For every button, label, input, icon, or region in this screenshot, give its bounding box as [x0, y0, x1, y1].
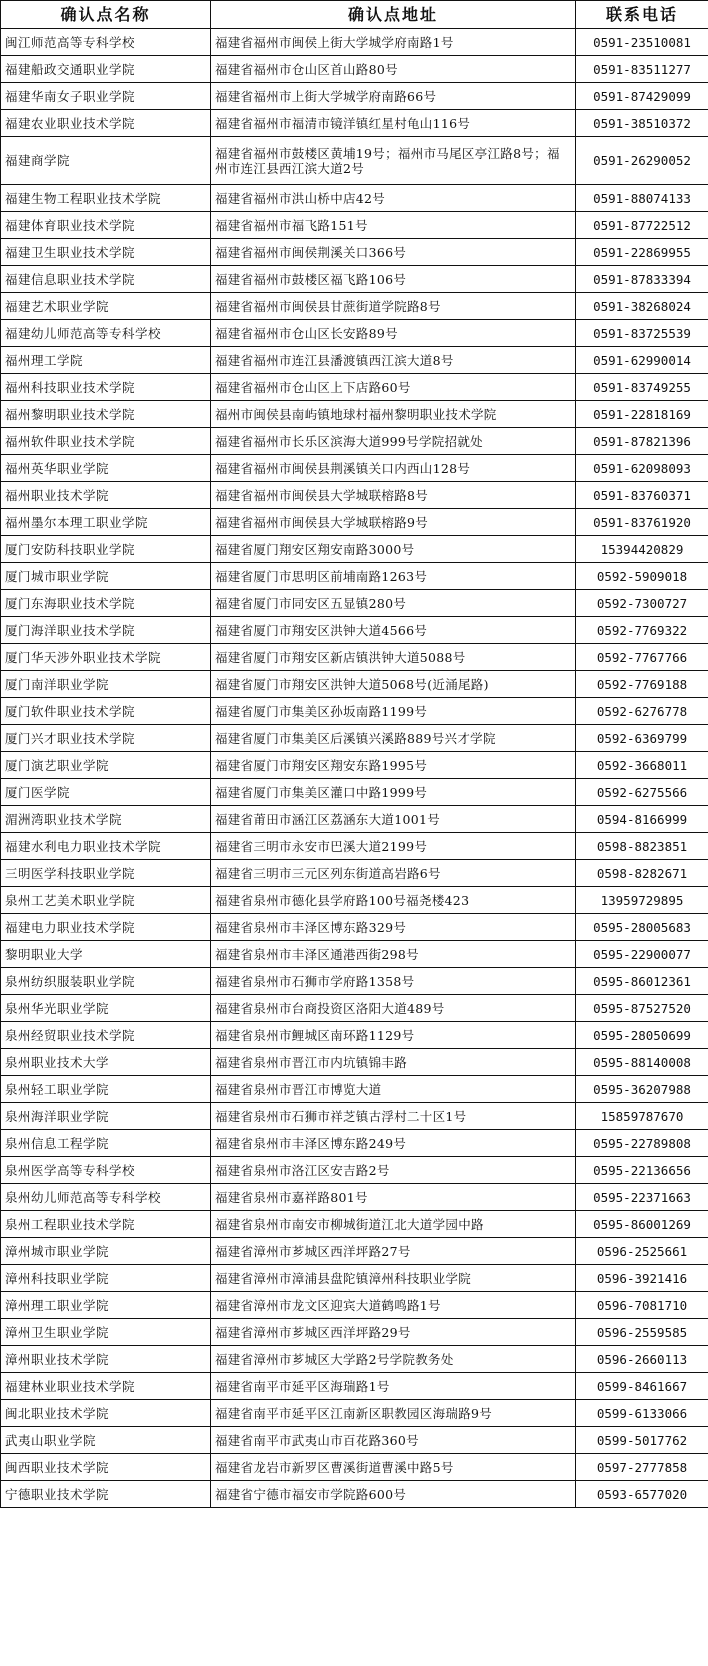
institution-address: 福建省福州市闽侯荆溪关口366号: [211, 239, 576, 266]
institution-phone: 0598-8282671: [576, 860, 708, 887]
institution-name: 泉州工艺美术职业学院: [1, 887, 211, 914]
institution-phone: 0596-7081710: [576, 1292, 708, 1319]
institution-name: 泉州信息工程学院: [1, 1130, 211, 1157]
table-row: [1, 941, 708, 968]
institution-address: 福建省莆田市涵江区荔涵东大道1001号: [211, 806, 576, 833]
institution-address: 福建省福州市仓山区首山路80号: [211, 56, 576, 83]
table-row: [1, 1184, 708, 1211]
institution-address: 福建省福州市洪山桥中店42号: [211, 185, 576, 212]
institution-address: 福州市闽侯县南屿镇地球村福州黎明职业技术学院: [211, 401, 576, 428]
institution-name: 泉州职业技术大学: [1, 1049, 211, 1076]
institution-name: 宁德职业技术学院: [1, 1481, 211, 1508]
institution-address: 福建省福州市仓山区上下店路60号: [211, 374, 576, 401]
institution-name: 福建水利电力职业技术学院: [1, 833, 211, 860]
institution-name: 闽西职业技术学院: [1, 1454, 211, 1481]
table-row: [1, 752, 708, 779]
institution-phone: 0596-2660113: [576, 1346, 708, 1373]
institution-phone: 0591-83511277: [576, 56, 708, 83]
institution-phone: 0595-22900077: [576, 941, 708, 968]
institution-phone: 0591-26290052: [576, 137, 708, 185]
table-row: [1, 914, 708, 941]
institution-name: 福州英华职业学院: [1, 455, 211, 482]
institution-phone: 0595-22789808: [576, 1130, 708, 1157]
institution-address: 福建省福州市福清市镜洋镇红星村龟山116号: [211, 110, 576, 137]
institution-name: 福建卫生职业技术学院: [1, 239, 211, 266]
table-row: [1, 56, 708, 83]
table-row: [1, 1238, 708, 1265]
table-row: [1, 137, 708, 185]
header-phone: 联系电话: [576, 1, 708, 29]
table-row: [1, 509, 708, 536]
table-row: [1, 644, 708, 671]
institution-phone: 0591-38268024: [576, 293, 708, 320]
institution-address: 福建省福州市上街大学城学府南路66号: [211, 83, 576, 110]
table-row: [1, 779, 708, 806]
table-row: [1, 401, 708, 428]
institution-name: 闽北职业技术学院: [1, 1400, 211, 1427]
institution-name: 厦门演艺职业学院: [1, 752, 211, 779]
institution-address: 福建省南平市延平区海瑞路1号: [211, 1373, 576, 1400]
institution-phone: 0591-83749255: [576, 374, 708, 401]
institution-address: 福建省南平市武夷山市百花路360号: [211, 1427, 576, 1454]
institution-name: 福建幼儿师范高等专科学校: [1, 320, 211, 347]
institution-address: 福建省泉州市德化县学府路100号福尧楼423: [211, 887, 576, 914]
institution-address: 福建省福州市闽侯县甘蔗街道学院路8号: [211, 293, 576, 320]
institution-phone: 0591-87821396: [576, 428, 708, 455]
institution-address: 福建省福州市仓山区长安路89号: [211, 320, 576, 347]
institution-phone: 0595-28005683: [576, 914, 708, 941]
institution-address: 福建省厦门市同安区五显镇280号: [211, 590, 576, 617]
table-row: [1, 1292, 708, 1319]
institution-name: 泉州医学高等专科学校: [1, 1157, 211, 1184]
institution-name: 泉州华光职业学院: [1, 995, 211, 1022]
institution-name: 泉州海洋职业学院: [1, 1103, 211, 1130]
institution-name: 厦门南洋职业学院: [1, 671, 211, 698]
table-row: [1, 347, 708, 374]
institution-name: 福建林业职业技术学院: [1, 1373, 211, 1400]
institution-name: 漳州城市职业学院: [1, 1238, 211, 1265]
institution-address: 福建省厦门翔安区翔安南路3000号: [211, 536, 576, 563]
table-row: [1, 860, 708, 887]
table-row: [1, 212, 708, 239]
table-row: [1, 185, 708, 212]
table-row: [1, 1049, 708, 1076]
institution-phone: 15394420829: [576, 536, 708, 563]
institution-phone: 0591-83760371: [576, 482, 708, 509]
institution-name: 福建信息职业技术学院: [1, 266, 211, 293]
institution-name: 福州理工学院: [1, 347, 211, 374]
institution-address: 福建省福州市闽侯上街大学城学府南路1号: [211, 29, 576, 56]
institution-name: 福州黎明职业技术学院: [1, 401, 211, 428]
institution-name: 泉州幼儿师范高等专科学校: [1, 1184, 211, 1211]
institution-phone: 0592-6369799: [576, 725, 708, 752]
institution-address: 福建省龙岩市新罗区曹溪街道曹溪中路5号: [211, 1454, 576, 1481]
institution-address: 福建省泉州市南安市柳城街道江北大道学园中路: [211, 1211, 576, 1238]
institution-address: 福建省福州市连江县潘渡镇西江滨大道8号: [211, 347, 576, 374]
institution-phone: 0592-6275566: [576, 779, 708, 806]
institution-name: 福建艺术职业学院: [1, 293, 211, 320]
table-row: [1, 239, 708, 266]
institution-address: 福建省福州市鼓楼区黄埔19号；福州市马尾区亭江路8号；福州市连江县西江滨大道2号: [211, 137, 576, 185]
institution-name: 厦门软件职业技术学院: [1, 698, 211, 725]
table-row: [1, 320, 708, 347]
institution-address: 福建省厦门市集美区灌口中路1999号: [211, 779, 576, 806]
institution-address: 福建省福州市福飞路151号: [211, 212, 576, 239]
institution-name: 福建农业职业技术学院: [1, 110, 211, 137]
table-row: [1, 29, 708, 56]
institution-address: 福建省漳州市龙文区迎宾大道鹤鸣路1号: [211, 1292, 576, 1319]
institution-name: 福州墨尔本理工职业学院: [1, 509, 211, 536]
table-header-row: [1, 1, 708, 29]
institution-phone: 0599-8461667: [576, 1373, 708, 1400]
table-row: [1, 563, 708, 590]
institution-address: 福建省厦门市集美区孙坂南路1199号: [211, 698, 576, 725]
institution-address: 福建省泉州市鲤城区南环路1129号: [211, 1022, 576, 1049]
institution-address: 福建省泉州市洛江区安吉路2号: [211, 1157, 576, 1184]
table-row: [1, 1454, 708, 1481]
institution-address: 福建省福州市闽侯县荆溪镇关口内西山128号: [211, 455, 576, 482]
table-row: [1, 968, 708, 995]
institution-name: 三明医学科技职业学院: [1, 860, 211, 887]
institution-name: 福建华南女子职业学院: [1, 83, 211, 110]
institution-address: 福建省泉州市石狮市学府路1358号: [211, 968, 576, 995]
institution-address: 福建省泉州市晋江市博览大道: [211, 1076, 576, 1103]
institution-phone: 0592-3668011: [576, 752, 708, 779]
institution-name: 闽江师范高等专科学校: [1, 29, 211, 56]
institution-name: 泉州轻工职业学院: [1, 1076, 211, 1103]
institution-name: 福建电力职业技术学院: [1, 914, 211, 941]
table-row: [1, 266, 708, 293]
table-row: [1, 1157, 708, 1184]
institution-address: 福建省南平市延平区江南新区职教园区海瑞路9号: [211, 1400, 576, 1427]
institution-phone: 0597-2777858: [576, 1454, 708, 1481]
institution-phone: 0591-83725539: [576, 320, 708, 347]
table-row: [1, 293, 708, 320]
institution-phone: 0592-7769322: [576, 617, 708, 644]
institution-phone: 0595-22136656: [576, 1157, 708, 1184]
institution-address: 福建省泉州市嘉祥路801号: [211, 1184, 576, 1211]
institution-phone: 0595-28050699: [576, 1022, 708, 1049]
institution-address: 福建省宁德市福安市学院路600号: [211, 1481, 576, 1508]
institution-address: 福建省漳州市芗城区西洋坪路29号: [211, 1319, 576, 1346]
institution-phone: 0591-87722512: [576, 212, 708, 239]
institution-name: 福建体育职业技术学院: [1, 212, 211, 239]
table-body: [1, 29, 708, 1508]
institution-phone: 0598-8823851: [576, 833, 708, 860]
institution-phone: 0596-2525661: [576, 1238, 708, 1265]
institution-address: 福建省三明市永安市巴溪大道2199号: [211, 833, 576, 860]
table-row: [1, 833, 708, 860]
institution-address: 福建省泉州市丰泽区博东路249号: [211, 1130, 576, 1157]
institution-phone: 0596-2559585: [576, 1319, 708, 1346]
institution-name: 厦门城市职业学院: [1, 563, 211, 590]
table-row: [1, 1022, 708, 1049]
institution-name: 厦门东海职业技术学院: [1, 590, 211, 617]
institution-address: 福建省泉州市晋江市内坑镇锦丰路: [211, 1049, 576, 1076]
institution-name: 泉州经贸职业技术学院: [1, 1022, 211, 1049]
table-row: [1, 887, 708, 914]
institution-phone: 0591-62990014: [576, 347, 708, 374]
institution-name: 黎明职业大学: [1, 941, 211, 968]
institution-phone: 0592-7769188: [576, 671, 708, 698]
table-row: [1, 1373, 708, 1400]
institution-address: 福建省福州市鼓楼区福飞路106号: [211, 266, 576, 293]
institution-name: 福州职业技术学院: [1, 482, 211, 509]
institution-phone: 0595-86001269: [576, 1211, 708, 1238]
institution-name: 湄洲湾职业技术学院: [1, 806, 211, 833]
institution-name: 厦门兴才职业技术学院: [1, 725, 211, 752]
institution-address: 福建省福州市长乐区滨海大道999号学院招就处: [211, 428, 576, 455]
table-row: [1, 482, 708, 509]
institution-address: 福建省厦门市集美区后溪镇兴溪路889号兴才学院: [211, 725, 576, 752]
institution-phone: 15859787670: [576, 1103, 708, 1130]
institution-address: 福建省厦门市翔安区新店镇洪钟大道5088号: [211, 644, 576, 671]
table-row: [1, 536, 708, 563]
table-row: [1, 1481, 708, 1508]
institution-phone: 0591-83761920: [576, 509, 708, 536]
institution-phone: 0595-88140008: [576, 1049, 708, 1076]
institution-address: 福建省厦门市翔安区洪钟大道4566号: [211, 617, 576, 644]
table-row: [1, 374, 708, 401]
institution-phone: 0595-22371663: [576, 1184, 708, 1211]
institution-phone: 0591-88074133: [576, 185, 708, 212]
table-row: [1, 617, 708, 644]
institution-address: 福建省三明市三元区列东街道高岩路6号: [211, 860, 576, 887]
institution-name: 泉州纺织服装职业学院: [1, 968, 211, 995]
institution-address: 福建省厦门市思明区前埔南路1263号: [211, 563, 576, 590]
institution-phone: 0591-22869955: [576, 239, 708, 266]
institution-phone: 13959729895: [576, 887, 708, 914]
institution-address: 福建省泉州市丰泽区博东路329号: [211, 914, 576, 941]
institution-phone: 0592-7300727: [576, 590, 708, 617]
table-row: [1, 110, 708, 137]
institution-address: 福建省漳州市芗城区西洋坪路27号: [211, 1238, 576, 1265]
table-row: [1, 1103, 708, 1130]
institution-address: 福建省福州市闽侯县大学城联榕路9号: [211, 509, 576, 536]
institution-address: 福建省厦门市翔安区翔安东路1995号: [211, 752, 576, 779]
table-row: [1, 806, 708, 833]
table-row: [1, 1400, 708, 1427]
institution-phone: 0592-6276778: [576, 698, 708, 725]
institution-address: 福建省漳州市芗城区大学路2号学院教务处: [211, 1346, 576, 1373]
header-address: 确认点地址: [211, 1, 576, 29]
table-row: [1, 1265, 708, 1292]
table-row: [1, 671, 708, 698]
institution-name: 福建船政交通职业学院: [1, 56, 211, 83]
institution-phone: 0592-5909018: [576, 563, 708, 590]
table-row: [1, 995, 708, 1022]
table-row: [1, 1076, 708, 1103]
institution-phone: 0594-8166999: [576, 806, 708, 833]
table-row: [1, 428, 708, 455]
institution-phone: 0591-87833394: [576, 266, 708, 293]
table-row: [1, 1427, 708, 1454]
institution-name: 福州软件职业技术学院: [1, 428, 211, 455]
institution-name: 武夷山职业学院: [1, 1427, 211, 1454]
institution-name: 泉州工程职业技术学院: [1, 1211, 211, 1238]
institution-name: 漳州卫生职业学院: [1, 1319, 211, 1346]
table-row: [1, 1211, 708, 1238]
institution-phone: 0595-87527520: [576, 995, 708, 1022]
institution-phone: 0591-22818169: [576, 401, 708, 428]
table-row: [1, 590, 708, 617]
institution-name: 厦门安防科技职业学院: [1, 536, 211, 563]
table-row: [1, 1130, 708, 1157]
institution-phone: 0595-36207988: [576, 1076, 708, 1103]
institution-name: 福州科技职业技术学院: [1, 374, 211, 401]
table-row: [1, 725, 708, 752]
institution-address: 福建省泉州市石狮市祥芝镇古浮村二十区1号: [211, 1103, 576, 1130]
institution-name: 漳州科技职业学院: [1, 1265, 211, 1292]
institution-name: 漳州职业技术学院: [1, 1346, 211, 1373]
institution-address: 福建省泉州市丰泽区通港西街298号: [211, 941, 576, 968]
institution-phone: 0599-6133066: [576, 1400, 708, 1427]
institution-phone: 0591-23510081: [576, 29, 708, 56]
institution-phone: 0591-87429099: [576, 83, 708, 110]
institution-phone: 0599-5017762: [576, 1427, 708, 1454]
table-row: [1, 1346, 708, 1373]
institution-name: 厦门医学院: [1, 779, 211, 806]
institution-name: 福建商学院: [1, 137, 211, 185]
institution-address: 福建省漳州市漳浦县盘陀镇漳州科技职业学院: [211, 1265, 576, 1292]
institution-address: 福建省福州市闽侯县大学城联榕路8号: [211, 482, 576, 509]
institution-phone: 0592-7767766: [576, 644, 708, 671]
institution-phone: 0593-6577020: [576, 1481, 708, 1508]
institution-name: 厦门海洋职业技术学院: [1, 617, 211, 644]
table-row: [1, 455, 708, 482]
institution-phone: 0591-62098093: [576, 455, 708, 482]
table-row: [1, 698, 708, 725]
institution-phone: 0591-38510372: [576, 110, 708, 137]
institution-address: 福建省泉州市台商投资区洛阳大道489号: [211, 995, 576, 1022]
institution-address: 福建省厦门市翔安区洪钟大道5068号(近涌尾路): [211, 671, 576, 698]
institution-name: 福建生物工程职业技术学院: [1, 185, 211, 212]
header-name: 确认点名称: [1, 1, 211, 29]
institution-name: 厦门华天涉外职业技术学院: [1, 644, 211, 671]
institution-phone: 0596-3921416: [576, 1265, 708, 1292]
table-row: [1, 83, 708, 110]
table-row: [1, 1319, 708, 1346]
institution-name: 漳州理工职业学院: [1, 1292, 211, 1319]
institution-phone: 0595-86012361: [576, 968, 708, 995]
